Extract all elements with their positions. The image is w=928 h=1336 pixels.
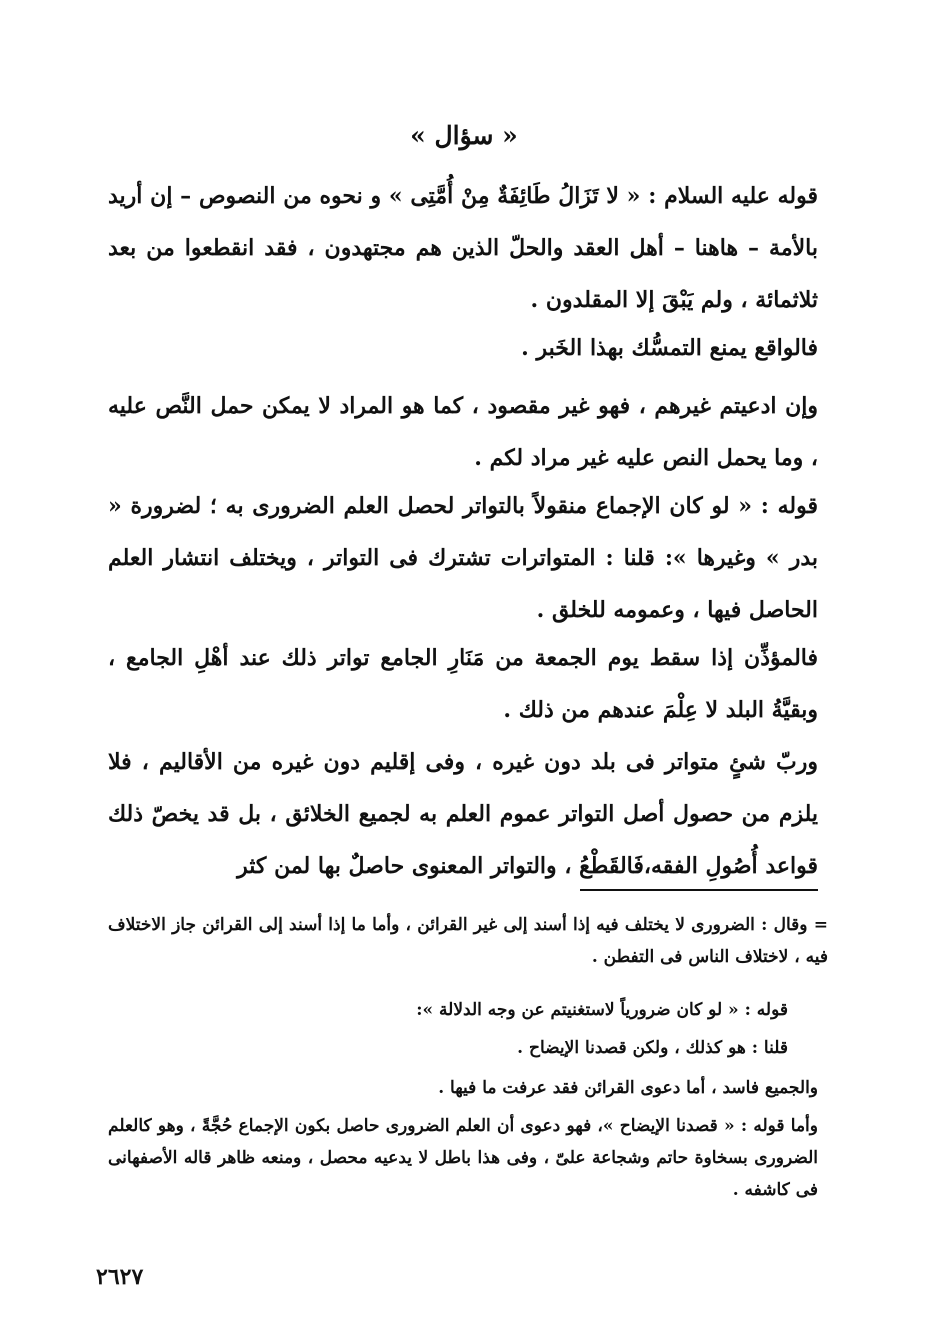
section-heading: « سؤال » xyxy=(410,121,518,150)
footnote-5: وأما قوله : « قصدنا الإيضاح »، فهو دعوى أن العلم الضرورى حاصل بكون الإجماع حُجَّةً ، وهو كالعلم الضرورى بسخاوة حاتم وشجاعة علىّ ، وفى هذا باطل لا يدعيه محصل ، ومنعه ظاهر قاله الأصفهانى فى كاشفه . xyxy=(108,1116,818,1200)
footnote-4: والجميع فاسد ، أما دعوى القرائن فقد عرفت ما فيها . xyxy=(438,1078,818,1098)
page-number: ٢٦٢٧ xyxy=(96,1264,144,1290)
paragraph-6: وربّ شئٍ متواتر فى بلد دون غيره ، وفى إقليم دون غيره من الأقاليم ، فلا يلزم من حصول أصل التواتر عموم العلم به لجميع الخلائق ، بل قد يخصّ ذلك قواعد أُصُولِ الفقه،فَالقَطْعُ ، والتواتر المعنوى حاصلٌ بها لمن كثر xyxy=(108,749,818,879)
footnote-divider xyxy=(580,889,818,891)
paragraph-4: قوله : « لو كان الإجماع منقولاً بالتواتر لحصل العلم الضرورى به ؛ لضرورة « بدر » وغيرها »: قلنا : المتواترات تشترك فى التواتر ، ويختلف انتشار العلم الحاصل فيها ، وعمومه للخلق . xyxy=(108,493,818,623)
paragraph-3: وإن ادعيتم غيرهم ، فهو غير مقصود ، كما هو المراد لا يمكن حمل النَّص عليه ، وما يحمل النص عليه غير مراد لكم . xyxy=(108,393,818,471)
footnote-2: قوله : « لو كان ضرورياً لاستغنيتم عن وجه الدلالة »: xyxy=(416,1000,788,1020)
paragraph-5: فالمؤذِّن إذا سقط يوم الجمعة من مَنَارِ الجامع تواتر ذلك عند أهْلِ الجامع ، وبقيَّةُ البلد لا عِلْمَ عندهم من ذلك . xyxy=(108,645,818,723)
paragraph-2: فالواقع يمنع التمسُّك بهذا الخَبر . xyxy=(521,335,818,361)
paragraph-1: قوله عليه السلام : « لا تَزَالُ طَائِفَةٌ مِنْ أُمَّتِى » و نحوه من النصوص – إن أريد بالأمة – هاهنا – أهل العقد والحلّ الذين هم مجتهدون ، فقد انقطعوا من بعد ثلاثمائة ، ولم يَبْقَ إلا المقلدون . xyxy=(108,183,818,313)
footnote-1: = وقال : الضرورى لا يختلف فيه إذا أسند إلى غير القرائن ، وأما ما إذا أسند إلى القرائن جاز الاختلاف فيه ، لاختلاف الناس فى التفطن . xyxy=(108,915,828,967)
footnote-3: قلنا : هو كذلك ، ولكن قصدنا الإيضاح . xyxy=(517,1038,788,1058)
